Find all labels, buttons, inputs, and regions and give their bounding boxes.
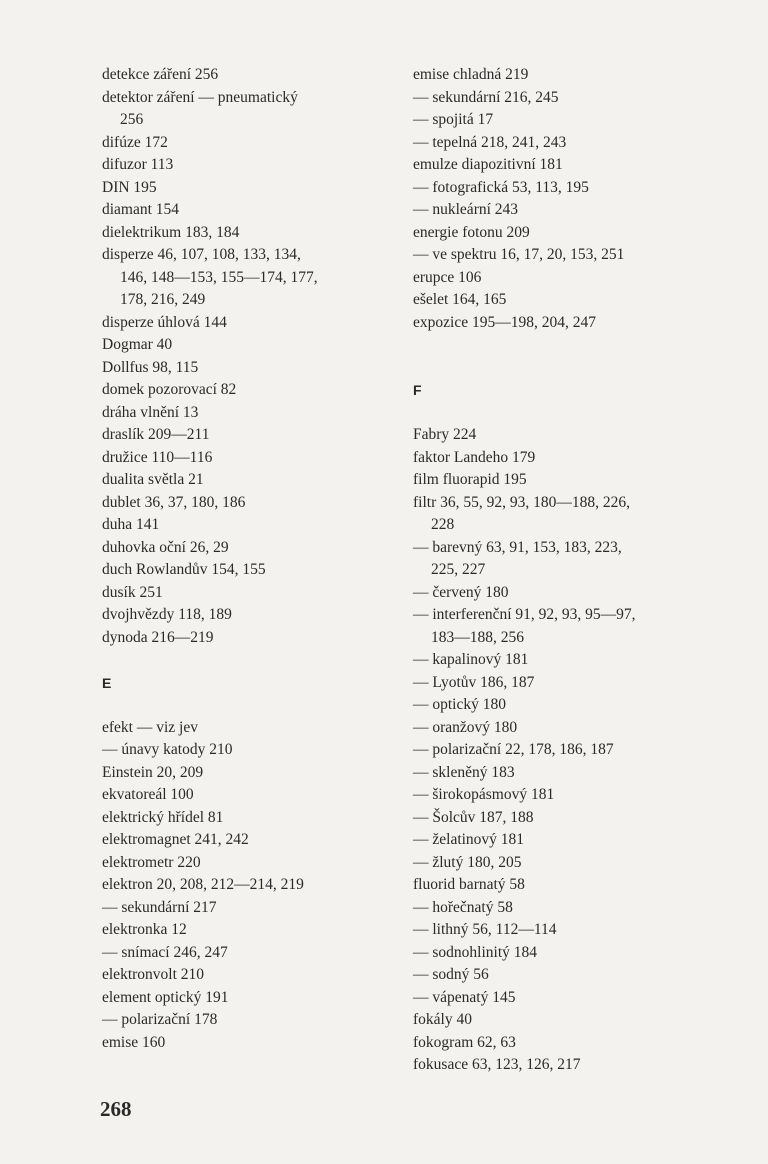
index-entry: Einstein 20, 209	[102, 763, 204, 781]
index-entry: 178, 216, 249	[120, 291, 206, 308]
index-entry: expozice 195—198, 204, 247	[413, 313, 596, 331]
index-entry: elektron 20, 208, 212—214, 219	[102, 876, 304, 893]
index-entry: elektronvolt 210	[102, 966, 205, 983]
index-entry: fluorid barnatý 58	[413, 876, 525, 893]
index-entry: — hořečnatý 58	[413, 898, 513, 916]
index-entry: emulze diapozitivní 181	[413, 156, 563, 173]
index-entry: Fabry 224	[413, 426, 477, 443]
index-entry: 146, 148—153, 155—174, 177,	[120, 268, 318, 286]
index-entry: dualita světla 21	[102, 471, 204, 488]
index-entry: 228	[431, 516, 455, 533]
index-entry: — lithný 56, 112—114	[413, 921, 557, 938]
index-entry: — interferenční 91, 92, 93, 95—97,	[413, 606, 636, 623]
index-entry: — snímací 246, 247	[102, 943, 228, 961]
index-entry: dvojhvězdy 118, 189	[102, 606, 232, 623]
section-letter: F	[413, 382, 422, 398]
index-entry: — tepelná 218, 241, 243	[413, 133, 567, 151]
index-entry: 256	[120, 111, 144, 128]
index-entry: ekvatoreál 100	[102, 786, 194, 803]
index-entry: filtr 36, 55, 92, 93, 180—188, 226,	[413, 493, 630, 511]
index-entry: faktor Landeho 179	[413, 448, 536, 466]
index-entry: dynoda 216—219	[102, 628, 214, 646]
index-entry: elektromagnet 241, 242	[102, 831, 249, 848]
index-entry: duhovka oční 26, 29	[102, 538, 229, 556]
index-entry: — skleněný 183	[413, 763, 515, 781]
index-entry: — sodnohlinitý 184	[413, 943, 538, 961]
index-entry: fokály 40	[413, 1011, 472, 1028]
index-entry: — polarizační 178	[102, 1011, 218, 1028]
index-entry: Dollfus 98, 115	[102, 358, 199, 376]
index-column-left	[102, 64, 402, 1054]
index-entry: — ve spektru 16, 17, 20, 153, 251	[413, 246, 625, 263]
index-entry: — sodný 56	[413, 966, 489, 983]
index-entry: Dogmar 40	[102, 336, 173, 353]
index-entry: elektronka 12	[102, 921, 187, 938]
index-entry: difuzor 113	[102, 156, 174, 173]
index-entry: difúze 172	[102, 133, 168, 151]
index-entry: element optický 191	[102, 988, 229, 1006]
index-entry: — únavy katody 210	[102, 741, 233, 758]
index-entry: fokusace 63, 123, 126, 217	[413, 1056, 581, 1073]
index-entry: erupce 106	[413, 268, 482, 286]
section-letter: E	[102, 674, 112, 691]
index-entry: ešelet 164, 165	[413, 291, 507, 308]
index-entry: film fluorapid 195	[413, 471, 527, 488]
index-entry: duha 141	[102, 516, 160, 533]
index-entry: — nukleární 243	[413, 201, 519, 218]
index-entry: draslík 209—211	[102, 426, 210, 443]
index-entry: diamant 154	[102, 201, 180, 218]
index-entry: — optický 180	[413, 696, 506, 713]
index-entry: — polarizační 22, 178, 186, 187	[413, 741, 614, 758]
index-entry: — širokopásmový 181	[413, 786, 555, 803]
blank-line	[413, 402, 733, 425]
index-entry: 225, 227	[431, 561, 486, 578]
index-entry: — Lyotův 186, 187	[413, 673, 535, 691]
index-entry: emise 160	[102, 1033, 166, 1051]
index-entry: emise chladná 219	[413, 66, 529, 83]
index-entry: fokogram 62, 63	[413, 1033, 516, 1051]
index-entry: 183—188, 256	[431, 628, 524, 646]
index-entry: — oranžový 180	[413, 718, 518, 736]
index-entry: elektrometr 220	[102, 853, 201, 871]
index-column-right	[413, 64, 733, 1077]
index-entry: energie fotonu 209	[413, 223, 530, 241]
index-entry: detektor záření — pneumatický	[102, 88, 298, 106]
index-entry: domek pozorovací 82	[102, 381, 237, 398]
index-entry: — barevný 63, 91, 153, 183, 223,	[413, 538, 622, 556]
index-entry: — želatinový 181	[413, 831, 525, 848]
index-entry: — kapalinový 181	[413, 651, 529, 668]
index-entry: efekt — viz jev	[102, 718, 198, 736]
index-entry: dusík 251	[102, 583, 163, 601]
index-entry: — vápenatý 145	[413, 988, 516, 1006]
index-entry: družice 110—116	[102, 448, 213, 466]
index-entry: detekce záření 256	[102, 66, 219, 83]
index-entry: DIN 195	[102, 178, 157, 196]
index-entry: disperze 46, 107, 108, 133, 134,	[102, 246, 301, 263]
index-entry: disperze úhlová 144	[102, 313, 227, 331]
index-entry: dublet 36, 37, 180, 186	[102, 493, 246, 511]
blank-line	[102, 694, 402, 717]
blank-line	[102, 649, 402, 672]
index-entry: — fotografická 53, 113, 195	[413, 178, 589, 196]
index-entry: — Šolcův 187, 188	[413, 808, 534, 826]
index-entry: dráha vlnění 13	[102, 403, 199, 421]
index-entry: — sekundární 216, 245	[413, 88, 559, 106]
index-entry: — červený 180	[413, 583, 509, 601]
index-entry: — spojitá 17	[413, 111, 494, 128]
blank-line	[413, 334, 733, 357]
page-number: 268	[100, 1097, 132, 1121]
index-entry: — žlutý 180, 205	[413, 853, 522, 871]
index-entry: — sekundární 217	[102, 898, 217, 916]
index-entry: dielektrikum 183, 184	[102, 223, 240, 241]
blank-line	[413, 357, 733, 380]
index-entry: elektrický hřídel 81	[102, 808, 224, 826]
index-entry: duch Rowlandův 154, 155	[102, 561, 266, 578]
